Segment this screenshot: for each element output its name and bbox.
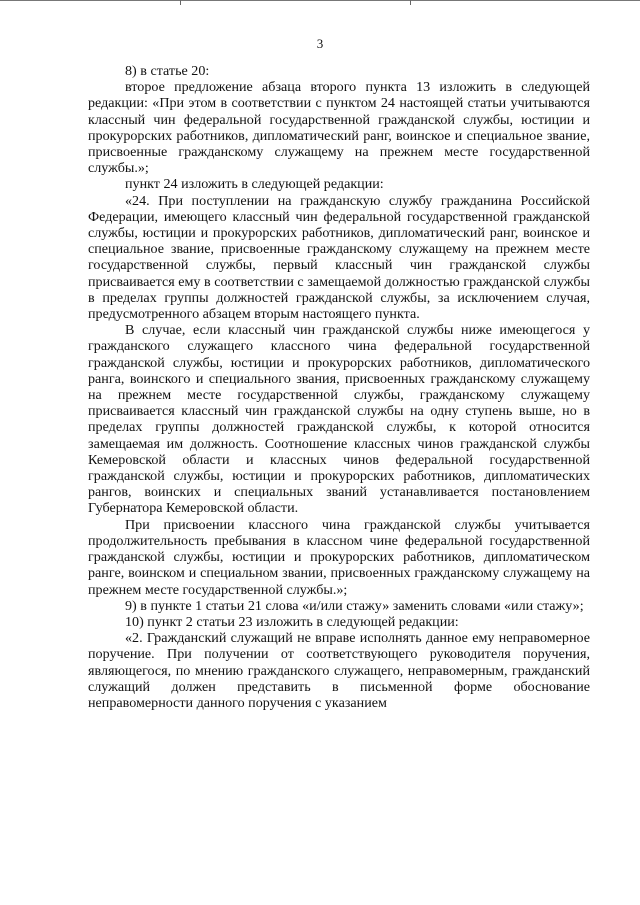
paragraph-point-24-case: В случае, если классный чин гражданской службы ниже имеющегося у гражданского служащего классного чина федеральной государственной гражданской службы, юстиции и прокурорских работников, дипломатического ранга, воинского и специального звания, присвоенных гражданскому служащему на прежнем месте государственной службы, гражданскому служащему присваивается классный чин гражданской службы на одну ступень выше, но в пределах группы должностей гражданской службы, к которой относится замещаемая им должность. Соотношение классных чинов гражданской службы Кемеровской области и классных чинов федеральной государственной гражданской службы, юстиции и прокурорских работников, дипломатических рангов, воинских и специальных званий устанавливается постановлением Губернатора Кемеровской области. [88, 322, 590, 517]
paragraph-item-9: 9) в пункте 1 статьи 21 слова «и/или стажу» заменить словами «или стажу»; [125, 597, 584, 614]
paragraph-amend-point-13: второе предложение абзаца второго пункта 13 изложить в следующей редакции: «При этом в соответствии с пунктом 24 настоящей статьи учитываются классный чин федеральной государственной гражданской службы, юстиции и прокурорских работников, дипломатический ранг, воинское и специальное звание, присвоенные гражданскому служащему на прежнем месте государственной службы.»; [88, 79, 590, 177]
page-number: 3 [316, 36, 324, 51]
paragraph-point-24-duration: При присвоении классного чина гражданской службы учитывается продолжительность пребывания в классном чине федеральной государственной гражданской службы, юстиции и прокурорских работников, дипломатическом ранге, воинском и специальном звании, присвоенных гражданскому служащему на прежнем месте государственной службы.»; [88, 516, 590, 598]
paragraph-point-24-intro: пункт 24 изложить в следующей редакции: [125, 176, 384, 193]
document-body [88, 63, 590, 711]
paragraph-article-23-point-2: «2. Гражданский служащий не вправе исполнять данное ему неправомерное поручение. При получении от соответствующего руководителя поручения, являющегося, по мнению гражданского служащего, неправомерным, гражданский служащий должен представить в письменной форме обоснование неправомерности данного поручения с указанием [88, 630, 590, 711]
paragraph-item-8-heading: 8) в статье 20: [125, 63, 210, 79]
scan-edge-mark [180, 0, 181, 5]
paragraph-item-10-heading: 10) пункт 2 статьи 23 изложить в следующей редакции: [125, 613, 459, 630]
scan-top-edge [0, 0, 640, 7]
scan-edge-mark [410, 0, 411, 5]
paragraph-point-24-text: «24. При поступлении на гражданскую службу гражданина Российской Федерации, имеющего классный чин федеральной государственной гражданской службы, юстиции и прокурорских работников, дипломатический ранг, воинское и специальное звание, присвоенные гражданскому служащему на прежнем месте государственной службы, первый классный чин гражданской службы присваивается ему в соответствии с замещаемой должностью гражданской службы в пределах группы должностей гражданской службы, за исключением случая, предусмотренного абзацем вторым настоящего пункта. [88, 192, 590, 323]
